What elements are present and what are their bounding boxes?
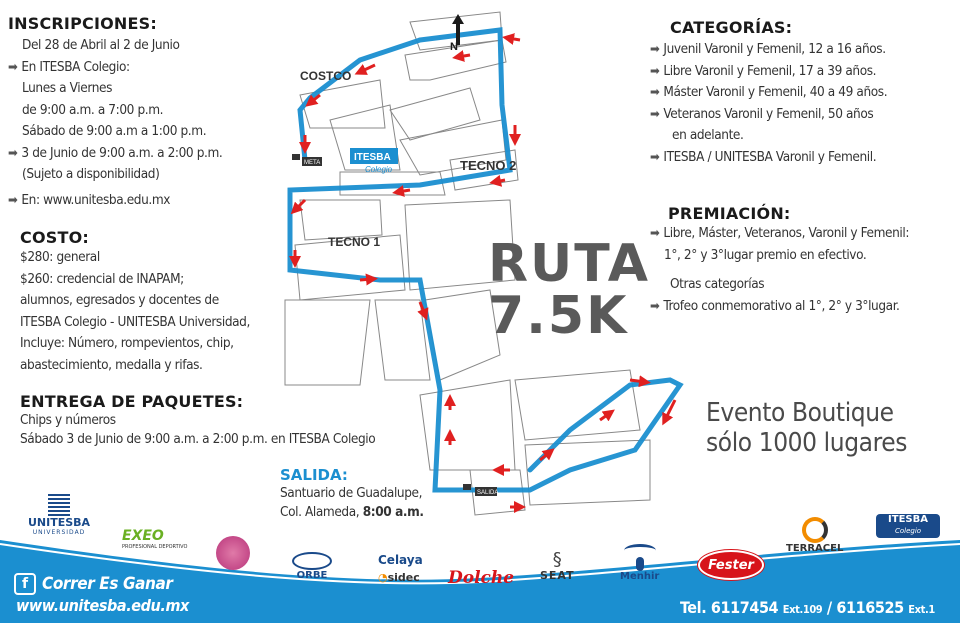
inscripciones-web-link[interactable]: En: www.unitesba.edu.mx xyxy=(21,191,171,208)
premiacion-otras: Otras categorías xyxy=(670,276,765,292)
ruta-distance: 7.5K xyxy=(488,286,629,346)
premiacion-trofeo: ➡ Trofeo conmemorativo al 1°, 2° y 3°lugar. xyxy=(650,296,909,318)
checkered-flag-icon xyxy=(292,154,300,160)
inscripciones-dates: Del 28 de Abril al 2 de Junio xyxy=(22,37,180,53)
arrow-right-icon: ➡ xyxy=(8,192,18,208)
itesba-colegio-map-label: Colegio xyxy=(365,165,393,174)
sidec-icon: ◔ xyxy=(378,571,388,584)
costo-general: $280: general xyxy=(20,249,100,265)
costco-label: COSTCO xyxy=(300,69,352,83)
tecno1-label: TECNO 1 xyxy=(328,235,381,249)
salida-marker xyxy=(463,484,498,496)
categoria-itesba: ➡ ITESBA / UNITESBA Varonil y Femenil. xyxy=(650,147,887,169)
premiacion-libre: ➡ Libre, Máster, Veteranos, Varonil y Femenil: xyxy=(650,223,909,245)
costo-itesba: ITESBA Colegio - UNITESBA Universidad, xyxy=(20,313,250,330)
arrow-right-icon: ➡ xyxy=(8,59,18,75)
entrega-chips: Chips y números xyxy=(20,412,116,428)
arrow-right-icon: ➡ xyxy=(650,42,660,57)
arrow-right-icon: ➡ xyxy=(650,298,660,314)
arrow-right-icon: ➡ xyxy=(650,149,660,165)
checkered-flag-icon xyxy=(463,484,471,490)
ruta-title xyxy=(488,234,650,346)
unitesba-logo-icon xyxy=(48,494,70,516)
inscripciones-weekday-hours: de 9:00 a.m. a 7:00 p.m. xyxy=(22,101,164,118)
dolche-logo: Dolche xyxy=(448,568,515,588)
costo-alumnos: alumnos, egresados y docentes de xyxy=(20,292,219,308)
ruta-label: RUTA xyxy=(488,234,650,294)
arrow-right-icon: ➡ xyxy=(650,106,660,122)
premiacion-efectivo: 1°, 2° y 3°lugar premio en efectivo. xyxy=(664,246,867,263)
categoria-libre: ➡ Libre Varonil y Femenil, 17 a 39 años. xyxy=(650,61,887,83)
menhir-logo-icon xyxy=(624,544,656,557)
facebook-line xyxy=(14,573,173,595)
costo-inapam: $260: credencial de INAPAM; xyxy=(20,270,184,287)
salida-place: Santuario de Guadalupe, xyxy=(280,485,423,501)
orbe-logo-icon xyxy=(292,552,332,570)
inscripciones-weekdays: Lunes a Viernes xyxy=(22,80,112,96)
north-label: N xyxy=(450,41,458,53)
costo-section xyxy=(20,228,250,376)
seat-logo-icon: § xyxy=(552,549,562,570)
boutique-line1: Evento Boutique xyxy=(706,398,894,428)
salida-time: 8:00 a.m. xyxy=(362,504,424,520)
boutique-line2: sólo 1000 lugares xyxy=(706,428,908,458)
facebook-icon[interactable]: f xyxy=(14,573,36,595)
costo-incluye-2: abastecimiento, medalla y rifas. xyxy=(20,356,203,373)
inscripciones-june3: ➡ 3 de Junio de 9:00 a.m. a 2:00 p.m. xyxy=(8,143,222,165)
categoria-juvenil: ➡ Juvenil Varonil y Femenil, 12 a 16 años. xyxy=(650,39,887,61)
svg-text:META: META xyxy=(304,160,321,166)
categorias-section xyxy=(650,18,887,168)
categoria-veteranos-2: en adelante. xyxy=(672,127,744,143)
sidec-label: ◔sidec xyxy=(378,571,420,584)
arrow-right-icon: ➡ xyxy=(8,145,18,161)
inscripciones-section xyxy=(8,14,222,211)
categoria-master: ➡ Máster Varonil y Femenil, 40 a 49 años. xyxy=(650,82,887,104)
facebook-page[interactable]: Correr Es Ganar xyxy=(42,574,173,594)
arrow-right-icon: ➡ xyxy=(650,226,660,241)
tecno2-label: TECNO 2 xyxy=(460,158,517,173)
inscripciones-saturday-hours: Sábado de 9:00 a.m a 1:00 p.m. xyxy=(22,123,207,139)
premiacion-title: PREMIACIÓN: xyxy=(668,204,791,223)
terracel-logo: TERRACEL xyxy=(786,517,843,554)
seat-logo: § SEAT xyxy=(540,549,575,582)
footer-phone: Tel. 6117454 Ext.109 / 6116525 Ext.1 xyxy=(680,598,935,617)
orbe-logo: ORBE xyxy=(292,552,332,581)
inscripciones-note: (Sujeto a disponibilidad) xyxy=(22,166,160,182)
costo-title: COSTO: xyxy=(20,228,89,247)
menhir-logo: Menhir xyxy=(620,544,659,582)
entrega-date: Sábado 3 de Junio de 9:00 a.m. a 2:00 p.m. en ITESBA Colegio xyxy=(20,431,376,447)
arrow-right-icon: ➡ xyxy=(650,63,660,79)
fester-logo: Fester xyxy=(698,550,764,580)
exeo-logo: EXEO PROFESIONAL DEPORTIVO xyxy=(122,528,188,550)
pink-sponsor-logo xyxy=(216,536,250,570)
inscripciones-title: INSCRIPCIONES: xyxy=(8,14,157,33)
costo-incluye: Incluye: Número, rompevientos, chip, xyxy=(20,335,234,351)
categoria-veteranos: ➡ Veteranos Varonil y Femenil, 50 años xyxy=(650,104,887,126)
itesba-map-label: ITESBA xyxy=(354,152,391,163)
salida-title: SALIDA: xyxy=(280,466,348,484)
salida-colonia: Col. Alameda, 8:00 a.m. xyxy=(280,504,424,520)
celaya-sidec-logo: Celaya ◔sidec xyxy=(378,553,423,584)
premiacion-section xyxy=(650,204,909,317)
footer-web-link[interactable]: www.unitesba.edu.mx xyxy=(16,596,189,615)
inscripciones-place: ➡ En ITESBA Colegio: xyxy=(8,57,222,79)
svg-text:SALIDA: SALIDA xyxy=(477,490,499,496)
terracel-logo-icon xyxy=(802,517,828,543)
unitesba-logo: UNITESBA UNIVERSIDAD xyxy=(28,494,90,536)
arrow-right-icon: ➡ xyxy=(650,85,660,100)
itesba-footer-logo: ITESBA Colegio xyxy=(876,514,940,538)
inscripciones-web xyxy=(8,190,222,212)
categorias-title: CATEGORÍAS: xyxy=(670,18,793,37)
boutique-section xyxy=(706,398,907,458)
entrega-title: ENTREGA DE PAQUETES: xyxy=(20,392,244,411)
